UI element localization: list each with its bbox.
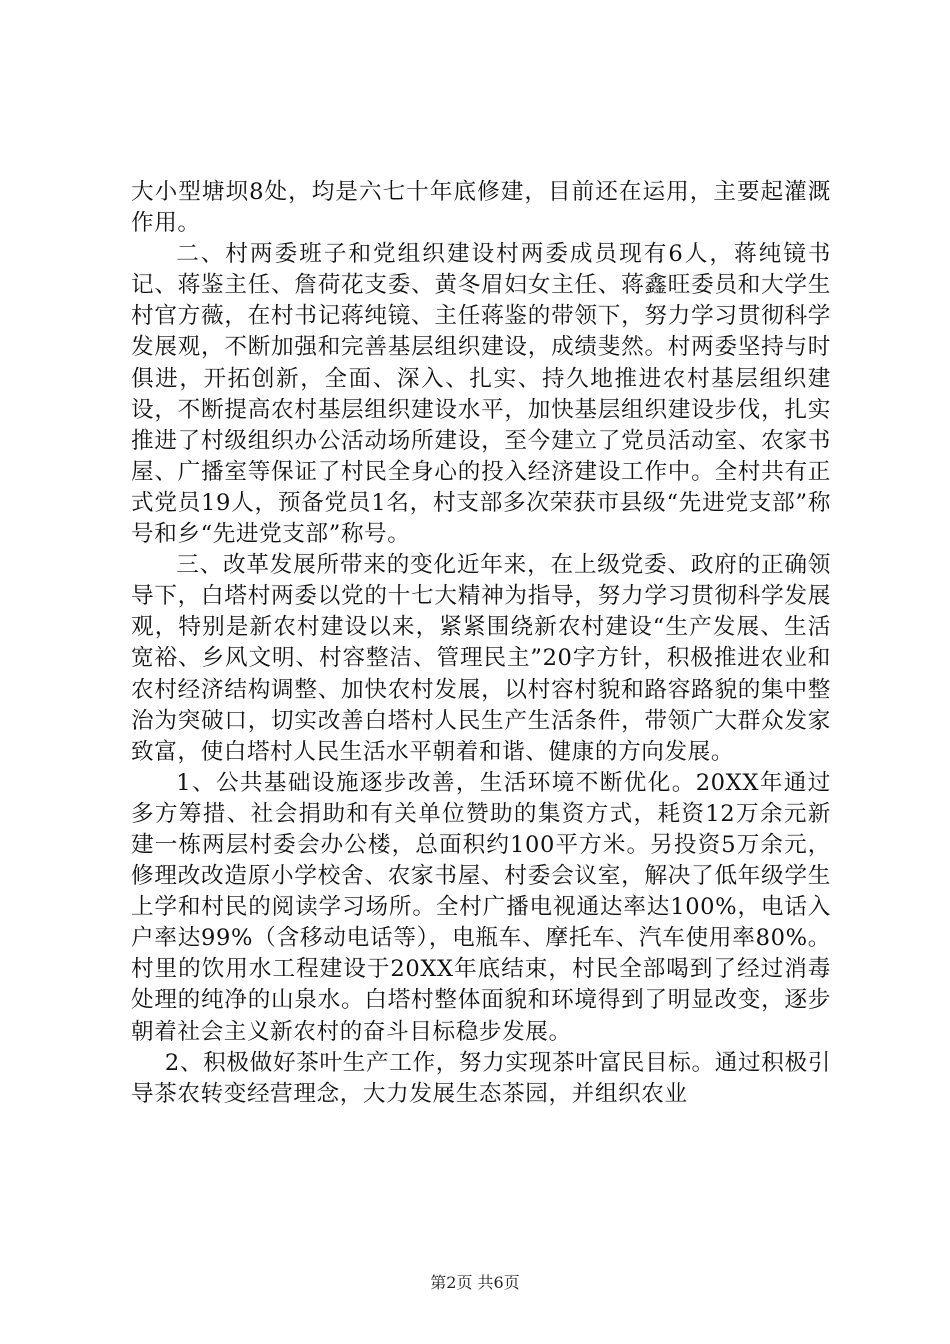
document-body	[131, 177, 831, 1110]
paragraph-1: 大小型塘坝8处，均是六七十年底修建，目前还在运用，主要起灌溉作用。	[131, 179, 831, 237]
paragraph-3: 三、改革发展所带来的变化近年来，在上级党委、政府的正确领导下，白塔村两委以党的十七大精神为指导，努力学习贯彻科学发展观，特别是新农村建设以来，紧紧围绕新农村建设“生产发展、生活宽裕、乡风文明、村容整洁、管理民主”20字方针，积极推进农业和农村经济结构调整、加快农村发展，以村容村貌和路容路貌的集中整治为突破口，切实改善白塔村人民生产生活条件，带领广大群众发家致富，使白塔村人民生活水平朝着和谐、健康的方向发展。	[131, 552, 831, 765]
paragraph-4: 1、公共基础设施逐步改善，生活环境不断优化。20XX年通过多方筹措、社会捐助和有关单位赞助的集资方式，耗资12万余元新建一栋两层村委会办公楼，总面积约100平方米。另投资5万余元，修理改改造原小学校舍、农家书屋、村委会议室，解决了低年级学生上学和村民的阅读学习场所。全村广播电视通达率达100%，电话入户率达99%（含移动电话等），电瓶车、摩托车、汽车使用率80%。村里的饮用水工程建设于20XX年底结束，村民全部喝到了经过消毒处理的纯净的山泉水。白塔村整体面貌和环境得到了明显改变，逐步朝着社会主义新农村的奋斗目标稳步发展。	[131, 769, 831, 1045]
page-footer: 第2页 共6页	[430, 1273, 520, 1292]
paragraph-5: 2、积极做好茶叶生产工作，努力实现茶叶富民目标。通过积极引导茶农转变经营理念，大力发展生态茶园，并组织农业	[131, 1049, 831, 1107]
paragraph-2: 二、村两委班子和党组织建设村两委成员现有6人，蒋纯镜书记、蒋鉴主任、詹荷花支委、黄冬眉妇女主任、蒋鑫旺委员和大学生村官方薇，在村书记蒋纯镜、主任蒋鉴的带领下，努力学习贯彻科学发展观，不断加强和完善基层组织建设，成绩斐然。村两委坚持与时俱进，开拓创新，全面、深入、扎实、持久地推进农村基层组织建设，不断提高农村基层组织建设水平，加快基层组织建设步伐，扎实推进了村级组织办公活动场所建设，至今建立了党员活动室、农家书屋、广播室等保证了村民全身心的投入经济建设工作中。全村共有正式党员19人，预备党员1名，村支部多次荣获市县级“先进党支部”称号和乡“先进党支部”称号。	[131, 241, 831, 548]
